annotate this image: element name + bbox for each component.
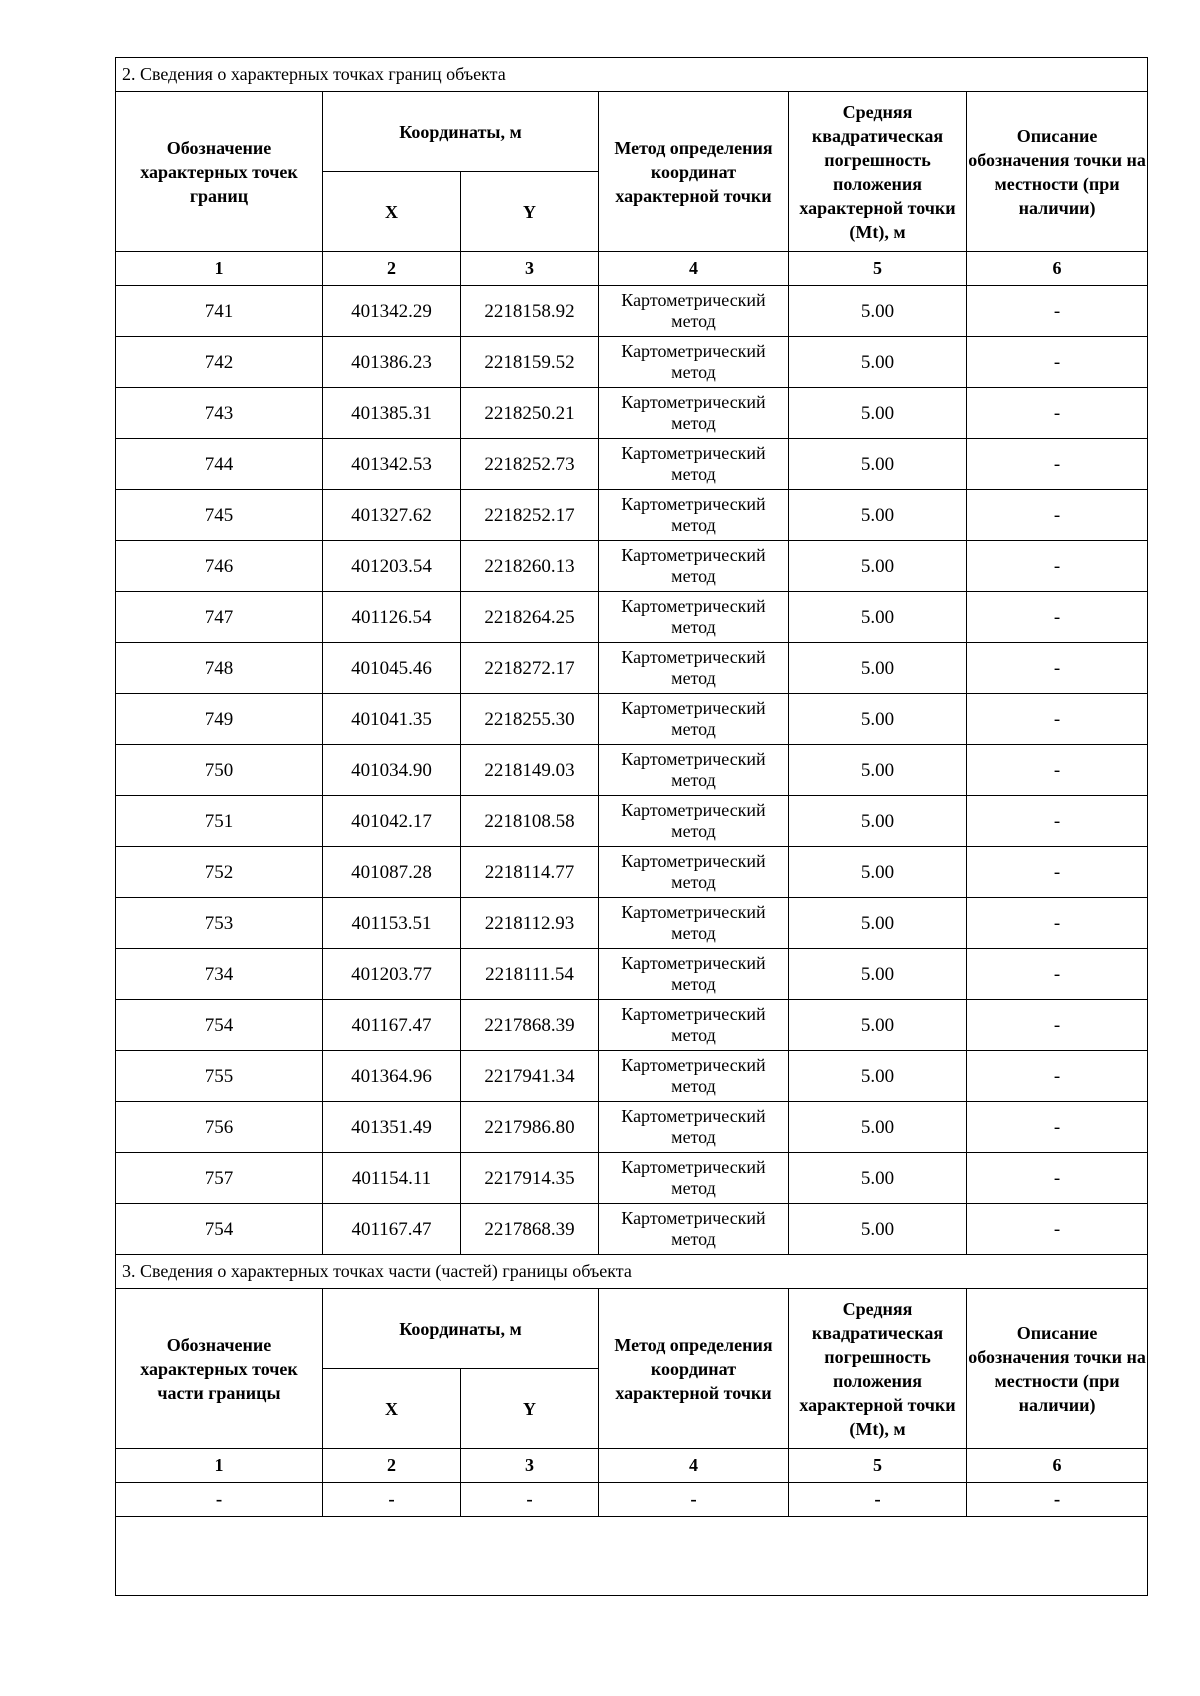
mean-error-cell: 5.00 — [789, 592, 967, 643]
point-id-cell: 745 — [116, 490, 323, 541]
point-id-cell: 757 — [116, 1153, 323, 1204]
method-cell: Картометрический метод — [599, 541, 789, 592]
point-id-cell: 754 — [116, 1000, 323, 1051]
point-id-cell: 750 — [116, 745, 323, 796]
section-2-title: 2. Сведения о характерных точках границ объекта — [116, 58, 1148, 92]
header-y: Y — [461, 172, 599, 252]
x-coordinate-cell: 401126.54 — [323, 592, 461, 643]
mean-error-cell: 5.00 — [789, 1204, 967, 1255]
header-x: X — [323, 1369, 461, 1449]
point-id-cell: 752 — [116, 847, 323, 898]
header-y: Y — [461, 1369, 599, 1449]
x-coordinate-cell: 401203.77 — [323, 949, 461, 1000]
header-method: Метод определения координат характерной точки — [599, 1289, 789, 1449]
col-number: 5 — [789, 1449, 967, 1483]
method-cell: Картометрический метод — [599, 592, 789, 643]
x-coordinate-cell: 401153.51 — [323, 898, 461, 949]
x-coordinate-cell: 401154.11 — [323, 1153, 461, 1204]
mean-error-cell: 5.00 — [789, 1000, 967, 1051]
mean-error-cell: 5.00 — [789, 388, 967, 439]
description-cell: - — [967, 694, 1148, 745]
section-3-title: 3. Сведения о характерных точках части (частей) границы объекта — [116, 1255, 1148, 1289]
header-designation: Обозначение характерных точек границ — [116, 92, 323, 252]
mean-error-cell: 5.00 — [789, 286, 967, 337]
col-number: 5 — [789, 252, 967, 286]
empty-cell: - — [599, 1483, 789, 1517]
y-coordinate-cell: 2218252.73 — [461, 439, 599, 490]
description-cell: - — [967, 1051, 1148, 1102]
description-cell: - — [967, 1153, 1148, 1204]
point-id-cell: 742 — [116, 337, 323, 388]
y-coordinate-cell: 2218260.13 — [461, 541, 599, 592]
point-id-cell: 748 — [116, 643, 323, 694]
y-coordinate-cell: 2218149.03 — [461, 745, 599, 796]
header-mean-error: Средняя квадратическая погрешность положения характерной точки (Mt), м — [789, 1289, 967, 1449]
y-coordinate-cell: 2217868.39 — [461, 1204, 599, 1255]
x-coordinate-cell: 401045.46 — [323, 643, 461, 694]
header-x: X — [323, 172, 461, 252]
column-numbers-row — [116, 1449, 1148, 1483]
point-id-cell: 754 — [116, 1204, 323, 1255]
point-id-cell: 749 — [116, 694, 323, 745]
y-coordinate-cell: 2218255.30 — [461, 694, 599, 745]
mean-error-cell: 5.00 — [789, 1153, 967, 1204]
method-cell: Картометрический метод — [599, 694, 789, 745]
description-cell: - — [967, 388, 1148, 439]
method-cell: Картометрический метод — [599, 847, 789, 898]
x-coordinate-cell: 401042.17 — [323, 796, 461, 847]
col-number: 2 — [323, 252, 461, 286]
col-number: 4 — [599, 1449, 789, 1483]
method-cell: Картометрический метод — [599, 643, 789, 694]
table-row — [116, 490, 1148, 541]
y-coordinate-cell: 2218108.58 — [461, 796, 599, 847]
x-coordinate-cell: 401364.96 — [323, 1051, 461, 1102]
point-id-cell: 741 — [116, 286, 323, 337]
point-id-cell: 743 — [116, 388, 323, 439]
point-id-cell: 744 — [116, 439, 323, 490]
table-row — [116, 1102, 1148, 1153]
x-coordinate-cell: 401041.35 — [323, 694, 461, 745]
y-coordinate-cell: 2218252.17 — [461, 490, 599, 541]
method-cell: Картометрический метод — [599, 1204, 789, 1255]
header-mean-error: Средняя квадратическая погрешность положения характерной точки (Mt), м — [789, 92, 967, 252]
table-row — [116, 796, 1148, 847]
table-row — [116, 1204, 1148, 1255]
blank-area — [116, 1517, 1148, 1596]
method-cell: Картометрический метод — [599, 1102, 789, 1153]
description-cell: - — [967, 745, 1148, 796]
empty-cell: - — [323, 1483, 461, 1517]
mean-error-cell: 5.00 — [789, 541, 967, 592]
empty-cell: - — [789, 1483, 967, 1517]
x-coordinate-cell: 401385.31 — [323, 388, 461, 439]
description-cell: - — [967, 541, 1148, 592]
y-coordinate-cell: 2218112.93 — [461, 898, 599, 949]
empty-cell: - — [967, 1483, 1148, 1517]
mean-error-cell: 5.00 — [789, 1102, 967, 1153]
blank-cell — [116, 1517, 1148, 1596]
x-coordinate-cell: 401342.29 — [323, 286, 461, 337]
boundary-points-table — [115, 57, 1148, 1596]
table-row — [116, 694, 1148, 745]
y-coordinate-cell: 2218159.52 — [461, 337, 599, 388]
x-coordinate-cell: 401167.47 — [323, 1000, 461, 1051]
y-coordinate-cell: 2217868.39 — [461, 1000, 599, 1051]
mean-error-cell: 5.00 — [789, 847, 967, 898]
column-numbers-row — [116, 252, 1148, 286]
description-cell: - — [967, 490, 1148, 541]
col-number: 3 — [461, 1449, 599, 1483]
y-coordinate-cell: 2218250.21 — [461, 388, 599, 439]
table-row — [116, 847, 1148, 898]
point-id-cell: 756 — [116, 1102, 323, 1153]
description-cell: - — [967, 592, 1148, 643]
description-cell: - — [967, 439, 1148, 490]
header-designation: Обозначение характерных точек части границы — [116, 1289, 323, 1449]
mean-error-cell: 5.00 — [789, 949, 967, 1000]
x-coordinate-cell: 401342.53 — [323, 439, 461, 490]
method-cell: Картометрический метод — [599, 1153, 789, 1204]
mean-error-cell: 5.00 — [789, 898, 967, 949]
col-number: 6 — [967, 1449, 1148, 1483]
table-row — [116, 1051, 1148, 1102]
empty-data-row — [116, 1483, 1148, 1517]
header-method: Метод определения координат характерной точки — [599, 92, 789, 252]
col-number: 3 — [461, 252, 599, 286]
point-id-cell: 751 — [116, 796, 323, 847]
mean-error-cell: 5.00 — [789, 439, 967, 490]
table-row — [116, 439, 1148, 490]
col-number: 1 — [116, 252, 323, 286]
mean-error-cell: 5.00 — [789, 745, 967, 796]
method-cell: Картометрический метод — [599, 949, 789, 1000]
empty-cell: - — [461, 1483, 599, 1517]
table-row — [116, 592, 1148, 643]
header-coordinates: Координаты, м — [323, 1289, 599, 1369]
x-coordinate-cell: 401087.28 — [323, 847, 461, 898]
method-cell: Картометрический метод — [599, 1000, 789, 1051]
description-cell: - — [967, 847, 1148, 898]
method-cell: Картометрический метод — [599, 1051, 789, 1102]
method-cell: Картометрический метод — [599, 898, 789, 949]
y-coordinate-cell: 2218114.77 — [461, 847, 599, 898]
table-row — [116, 541, 1148, 592]
point-id-cell: 734 — [116, 949, 323, 1000]
description-cell: - — [967, 1204, 1148, 1255]
x-coordinate-cell: 401327.62 — [323, 490, 461, 541]
method-cell: Картометрический метод — [599, 439, 789, 490]
y-coordinate-cell: 2218158.92 — [461, 286, 599, 337]
mean-error-cell: 5.00 — [789, 694, 967, 745]
table-row — [116, 643, 1148, 694]
table-row — [116, 1000, 1148, 1051]
description-cell: - — [967, 796, 1148, 847]
table-row — [116, 388, 1148, 439]
header-description: Описание обозначения точки на местности (при наличии) — [967, 1289, 1148, 1449]
x-coordinate-cell: 401386.23 — [323, 337, 461, 388]
col-number: 2 — [323, 1449, 461, 1483]
description-cell: - — [967, 898, 1148, 949]
y-coordinate-cell: 2218272.17 — [461, 643, 599, 694]
method-cell: Картометрический метод — [599, 796, 789, 847]
header-description: Описание обозначения точки на местности (при наличии) — [967, 92, 1148, 252]
x-coordinate-cell: 401034.90 — [323, 745, 461, 796]
table-row — [116, 745, 1148, 796]
point-id-cell: 753 — [116, 898, 323, 949]
mean-error-cell: 5.00 — [789, 490, 967, 541]
method-cell: Картометрический метод — [599, 337, 789, 388]
table-row — [116, 949, 1148, 1000]
col-number: 4 — [599, 252, 789, 286]
description-cell: - — [967, 949, 1148, 1000]
table-row — [116, 898, 1148, 949]
y-coordinate-cell: 2217914.35 — [461, 1153, 599, 1204]
empty-cell: - — [116, 1483, 323, 1517]
document-page — [115, 57, 1147, 1596]
table-row — [116, 286, 1148, 337]
header-coordinates: Координаты, м — [323, 92, 599, 172]
y-coordinate-cell: 2218111.54 — [461, 949, 599, 1000]
x-coordinate-cell: 401351.49 — [323, 1102, 461, 1153]
col-number: 6 — [967, 252, 1148, 286]
description-cell: - — [967, 1102, 1148, 1153]
method-cell: Картометрический метод — [599, 745, 789, 796]
method-cell: Картометрический метод — [599, 490, 789, 541]
point-id-cell: 746 — [116, 541, 323, 592]
mean-error-cell: 5.00 — [789, 643, 967, 694]
point-id-cell: 755 — [116, 1051, 323, 1102]
description-cell: - — [967, 337, 1148, 388]
mean-error-cell: 5.00 — [789, 796, 967, 847]
table-row — [116, 1153, 1148, 1204]
description-cell: - — [967, 286, 1148, 337]
table-row — [116, 337, 1148, 388]
y-coordinate-cell: 2218264.25 — [461, 592, 599, 643]
method-cell: Картометрический метод — [599, 286, 789, 337]
col-number: 1 — [116, 1449, 323, 1483]
x-coordinate-cell: 401203.54 — [323, 541, 461, 592]
mean-error-cell: 5.00 — [789, 1051, 967, 1102]
mean-error-cell: 5.00 — [789, 337, 967, 388]
y-coordinate-cell: 2217941.34 — [461, 1051, 599, 1102]
point-id-cell: 747 — [116, 592, 323, 643]
description-cell: - — [967, 643, 1148, 694]
description-cell: - — [967, 1000, 1148, 1051]
method-cell: Картометрический метод — [599, 388, 789, 439]
x-coordinate-cell: 401167.47 — [323, 1204, 461, 1255]
y-coordinate-cell: 2217986.80 — [461, 1102, 599, 1153]
